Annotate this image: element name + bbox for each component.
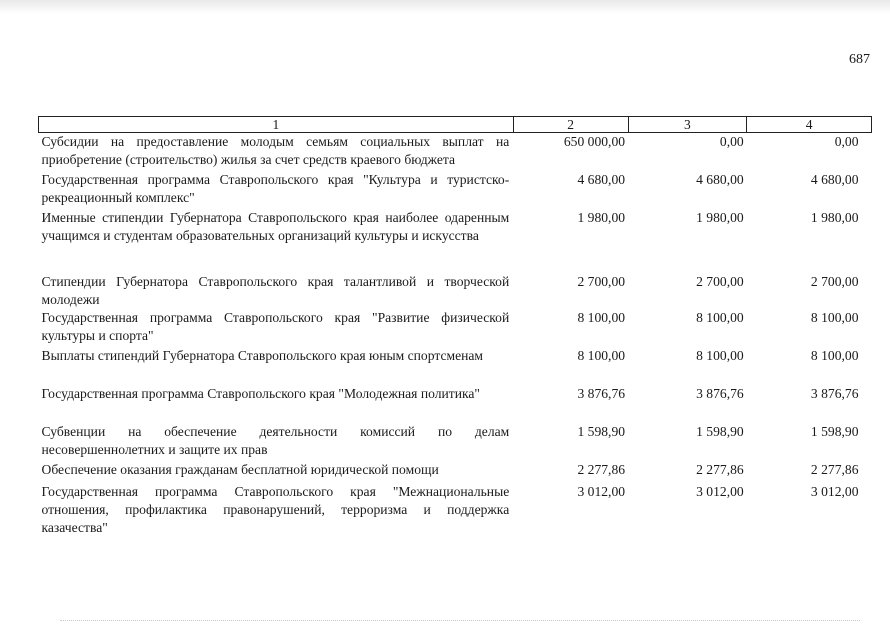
- table-row: [39, 461, 872, 483]
- table-body: [39, 133, 872, 539]
- row-name: Субвенции на обеспечение деятельности комиссий по делам несовершеннолетних и защите их прав: [41, 423, 510, 457]
- row-col3-value: 8 100,00: [696, 309, 744, 325]
- row-name: Обеспечение оказания гражданам бесплатной юридической помощи: [41, 461, 439, 477]
- row-col4-value: 0,00: [834, 134, 859, 149]
- row-name: Государственная программа Ставропольского края "Молодежная политика": [41, 385, 480, 401]
- row-col2-value: 2 700,00: [577, 273, 626, 289]
- table-row: [39, 171, 872, 209]
- row-col4-value: 8 100,00: [810, 347, 859, 363]
- row-col2-value: 8 100,00: [577, 309, 626, 325]
- row-col4-value: 2 700,00: [810, 273, 859, 289]
- header-col-3: 3: [628, 117, 747, 133]
- table-header: [39, 117, 872, 133]
- row-col3-value: 2 700,00: [696, 273, 744, 289]
- header-row: [39, 117, 872, 133]
- row-col2-value: 3 876,76: [577, 385, 626, 401]
- row-col4-value: 3 012,00: [810, 483, 859, 499]
- row-col2-value: 4 680,00: [577, 171, 626, 187]
- row-name: Государственная программа Ставропольского края "Культура и туристско-рекреационный комплекс": [41, 171, 510, 205]
- row-name: Выплаты стипендий Губернатора Ставропольского края юным спортсменам: [41, 347, 484, 363]
- row-col2-value: 3 012,00: [577, 483, 626, 499]
- page-number: 687: [849, 52, 870, 67]
- header-col-1: 1: [39, 117, 514, 133]
- header-col-2: 2: [513, 117, 628, 133]
- scan-top-shadow: [0, 0, 890, 14]
- table-row: [39, 347, 872, 385]
- row-col3-value: 3 012,00: [696, 483, 744, 499]
- row-name: Субсидии на предоставление молодым семьям социальных выплат на приобретение (строительство) жилья за счет средств краевого бюджета: [41, 134, 510, 167]
- row-col2-value: 2 277,86: [577, 461, 626, 477]
- table-row: [39, 423, 872, 461]
- row-name: Государственная программа Ставропольского края "Развитие физической культуры и спорта": [41, 309, 510, 343]
- row-col3-value: 3 876,76: [696, 385, 744, 401]
- table-row: [39, 133, 872, 171]
- table-row: [39, 483, 872, 539]
- row-col4-value: 4 680,00: [810, 171, 859, 187]
- row-col2-value: 650 000,00: [563, 134, 626, 149]
- row-col4-value: 1 598,90: [810, 423, 859, 439]
- row-col4-value: 1 980,00: [810, 209, 859, 225]
- row-col3-value: 0,00: [719, 134, 744, 149]
- row-col2-value: 8 100,00: [577, 347, 626, 363]
- table-row: [39, 209, 872, 273]
- header-col-4: 4: [747, 117, 872, 133]
- row-col2-value: 1 598,90: [577, 423, 626, 439]
- row-col3-value: 1 598,90: [696, 423, 744, 439]
- table-row: [39, 273, 872, 309]
- row-name: Именные стипендии Губернатора Ставропольского края наиболее одаренным учащимся и студентам образовательных организаций культуры и искусства: [41, 209, 510, 243]
- row-name: Государственная программа Ставропольского края "Межнациональные отношения, профилактика правонарушений, терроризма и поддержка казачества": [41, 483, 510, 535]
- row-col4-value: 2 277,86: [810, 461, 859, 477]
- row-col4-value: 3 876,76: [810, 385, 859, 401]
- row-col4-value: 8 100,00: [810, 309, 859, 325]
- scan-bottom-artifact: [60, 620, 860, 624]
- table-row: [39, 385, 872, 423]
- row-name: Стипендии Губернатора Ставропольского края талантливой и творческой молодежи: [41, 273, 510, 307]
- row-col3-value: 8 100,00: [696, 347, 744, 363]
- budget-table: [38, 116, 872, 539]
- table-row: [39, 309, 872, 347]
- row-col2-value: 1 980,00: [577, 209, 626, 225]
- row-col3-value: 4 680,00: [696, 171, 744, 187]
- row-col3-value: 2 277,86: [696, 461, 744, 477]
- row-col3-value: 1 980,00: [696, 209, 744, 225]
